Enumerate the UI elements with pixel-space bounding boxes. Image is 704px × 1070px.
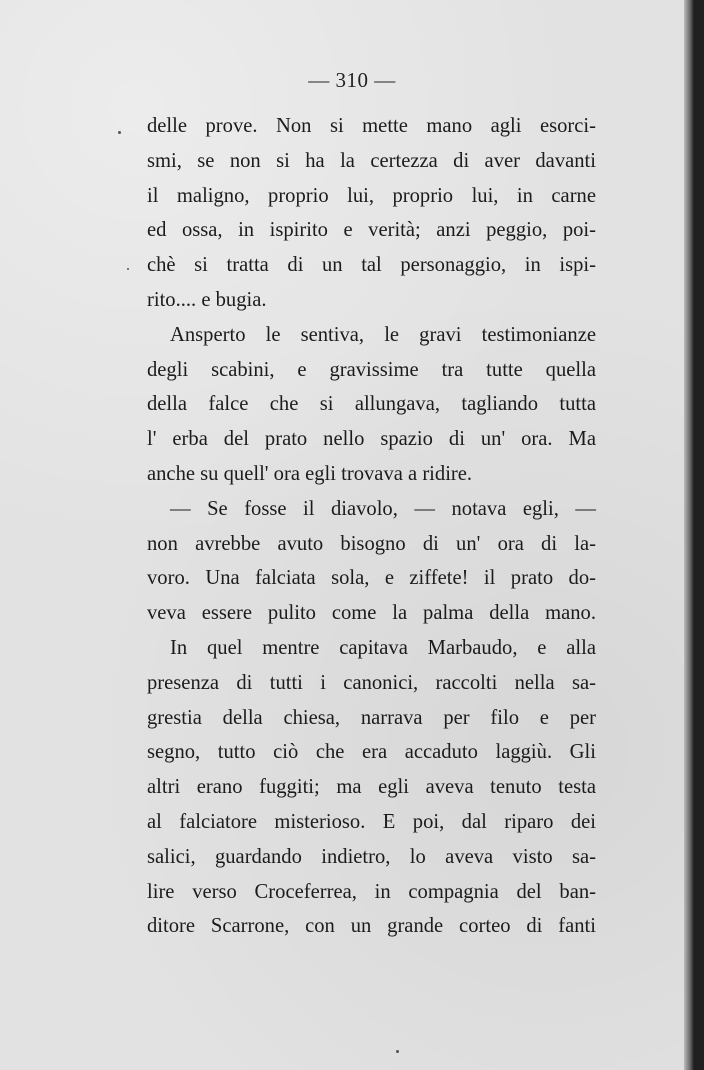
- text-line: ed ossa, in ispirito e verità; anzi peggio, poi-: [147, 219, 596, 242]
- ink-speck: [127, 268, 129, 270]
- ink-speck: [396, 1050, 399, 1053]
- text-line: anche su quell' ora egli trovava a ridire.: [147, 462, 473, 485]
- paragraph: [147, 318, 596, 492]
- text-line: segno, tutto ciò che era accaduto laggiù. Gli: [147, 741, 596, 764]
- text-line: rito.... e bugia.: [147, 288, 267, 311]
- paragraph: [147, 109, 596, 318]
- page-binding-edge: [684, 0, 704, 1070]
- text-line: chè si tratta di un tal personaggio, in ispi-: [147, 254, 596, 277]
- text-line: veva essere pulito come la palma della mano.: [147, 602, 596, 625]
- text-line: voro. Una falciata sola, e ziffete! il prato do-: [147, 567, 596, 590]
- text-line: altri erano fuggiti; ma egli aveva tenuto testa: [147, 776, 596, 799]
- text-line: l' erba del prato nello spazio di un' ora. Ma: [147, 428, 596, 451]
- text-line: presenza di tutti i canonici, raccolti nella sa-: [147, 671, 596, 694]
- text-line: al falciatore misterioso. E poi, dal riparo dei: [147, 810, 596, 833]
- text-line: Ansperto le sentiva, le gravi testimonianze: [170, 323, 596, 346]
- text-line: In quel mentre capitava Marbaudo, e alla: [170, 636, 596, 659]
- paragraph: [147, 631, 596, 944]
- text-line: delle prove. Non si mette mano agli esorci-: [147, 115, 596, 137]
- text-line: ditore Scarrone, con un grande corteo di fanti: [147, 915, 596, 938]
- text-line: lire verso Croceferrea, in compagnia del ban-: [147, 880, 596, 903]
- text-line: — Se fosse il diavolo, — notava egli, —: [170, 497, 596, 520]
- text-line: salici, guardando indietro, lo aveva visto sa-: [147, 845, 596, 868]
- page-number: — 310 —: [308, 68, 396, 92]
- text-line: della falce che si allungava, tagliando tutta: [147, 393, 596, 416]
- text-line: il maligno, proprio lui, proprio lui, in carne: [147, 184, 596, 207]
- text-line: smi, se non si ha la certezza di aver davanti: [147, 149, 596, 172]
- ink-speck: [118, 131, 121, 134]
- body-text: [147, 109, 596, 944]
- text-line: non avrebbe avuto bisogno di un' ora di la-: [147, 532, 596, 555]
- text-line: degli scabini, e gravissime tra tutte quella: [147, 358, 596, 381]
- text-line: grestia della chiesa, narrava per filo e per: [147, 706, 596, 729]
- paragraph: [147, 492, 596, 631]
